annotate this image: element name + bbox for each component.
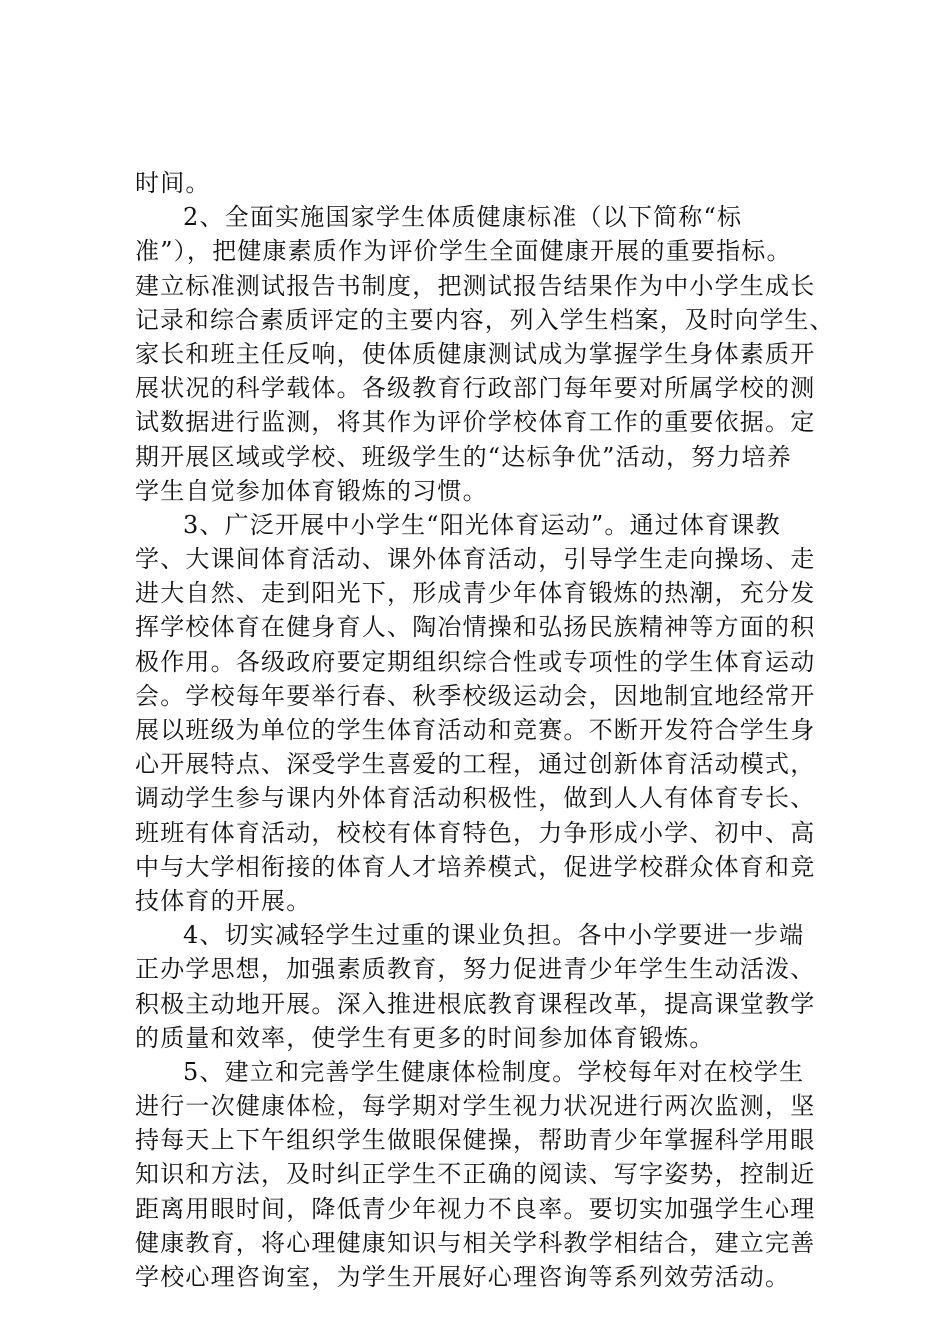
text-line: 持每天上下午组织学生做眼保健操，帮助青少年掌握科学用眼 bbox=[135, 1126, 816, 1155]
text-line: 2、全面实施国家学生体质健康标准（以下简称“标 bbox=[183, 203, 743, 232]
text-line: 挥学校体育在健身育人、陶冶情操和弘扬民族精神等方面的积 bbox=[135, 613, 816, 642]
text-line: 家长和班主任反响，使体质健康测试成为掌握学生身体素质开 bbox=[135, 339, 816, 368]
text-line: 期开展区域或学校、班级学生的“达标争优”活动，努力培养 bbox=[135, 442, 792, 471]
text-line: 技体育的开展。 bbox=[135, 886, 312, 915]
text-line: 调动学生参与课内外体育活动积极性，做到人人有体育专长、 bbox=[135, 784, 816, 813]
text-line: 知识和方法，及时纠正学生不正确的阅读、写字姿势，控制近 bbox=[135, 1160, 816, 1189]
text-line: 学校心理咨询室，为学生开展好心理咨询等系列效劳活动。 bbox=[135, 1263, 791, 1291]
text-line: 展状况的科学载体。各级教育行政部门每年要对所属学校的测 bbox=[135, 374, 816, 403]
text-line: 积极主动地开展。深入推进根底教育课程改革，提高课堂教学 bbox=[135, 989, 816, 1018]
text-line: 3、广泛开展中小学生“阳光体育运动”。通过体育课教 bbox=[183, 510, 781, 539]
text-line: 试数据进行监测，将其作为评价学校体育工作的重要依据。定 bbox=[135, 408, 816, 437]
text-line: 准”），把健康素质作为评价学生全面健康开展的重要指标。 bbox=[135, 237, 792, 266]
text-line: 会。学校每年要举行春、秋季校级运动会，因地制宜地经常开 bbox=[135, 681, 816, 710]
text-line: 时间。 bbox=[135, 169, 211, 197]
text-line: 正办学思想，加强素质教育，努力促进青少年学生生动活泼、 bbox=[135, 955, 816, 984]
text-line: 中与大学相衔接的体育人才培养模式，促进学校群众体育和竞 bbox=[135, 852, 816, 881]
text-line: 极作用。各级政府要定期组织综合性或专项性的学生体育运动 bbox=[135, 647, 816, 676]
text-line: 5、建立和完善学生健康体检制度。学校每年对在校学生 bbox=[183, 1057, 805, 1086]
text-line: 记录和综合素质评定的主要内容，列入学生档案，及时向学生、 bbox=[135, 305, 835, 334]
text-line: 进大自然、走到阳光下，形成青少年体育锻炼的热潮，充分发 bbox=[135, 579, 816, 608]
text-line: 班班有体育活动，校校有体育特色，力争形成小学、初中、高 bbox=[135, 818, 816, 847]
text-line: 4、切实减轻学生过重的课业负担。各中小学要进一步端 bbox=[183, 921, 805, 950]
text-line: 心开展特点、深受学生喜爱的工程，通过创新体育活动模式， bbox=[135, 750, 816, 779]
text-line: 建立标准测试报告书制度，把测试报告结果作为中小学生成长 bbox=[135, 271, 816, 300]
text-line: 进行一次健康体检，每学期对学生视力状况进行两次监测，坚 bbox=[135, 1092, 816, 1121]
text-line: 健康教育，将心理健康知识与相关学科教学相结合，建立完善 bbox=[135, 1228, 816, 1257]
text-line: 展以班级为单位的学生体育活动和竞赛。不断开发符合学生身 bbox=[135, 716, 816, 744]
text-line: 学生自觉参加体育锻炼的习惯。 bbox=[135, 476, 488, 505]
text-line: 距离用眼时间，降低青少年视力不良率。要切实加强学生心理 bbox=[135, 1194, 816, 1223]
body-text bbox=[135, 166, 835, 1294]
text-line: 学、大课间体育活动、课外体育活动，引导学生走向操场、走 bbox=[135, 545, 816, 574]
text-line: 的质量和效率，使学生有更多的时间参加体育锻炼。 bbox=[135, 1023, 715, 1052]
